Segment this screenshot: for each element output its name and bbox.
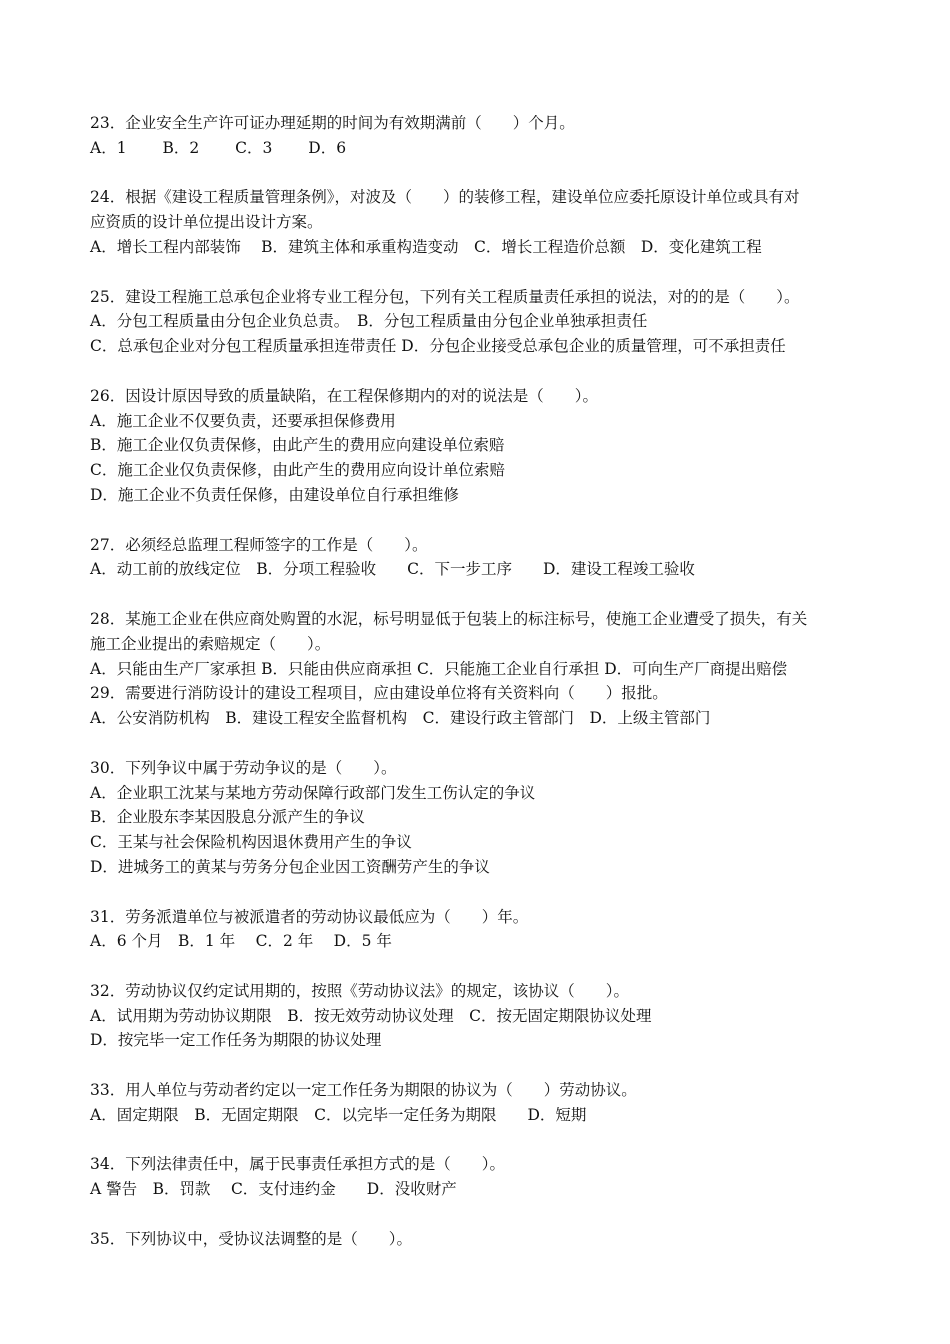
question-34	[90, 1152, 870, 1202]
question-option: B．企业股东李某因股息分派产生的争议	[90, 808, 365, 827]
question-35	[90, 1227, 870, 1252]
question-text: 23．企业安全生产许可证办理延期的时间为有效期满前（ ）个月。	[90, 114, 575, 132]
question-text: 29．需要进行消防设计的建设工程项目，应由建设单位将有关资料向（ ）报批。	[90, 684, 668, 703]
question-option: D．按完毕一定工作任务为期限的协议处理	[90, 1031, 382, 1050]
question-options: A．6 个月 B．1 年 C．2 年 D．5 年	[90, 932, 392, 951]
question-24	[90, 185, 870, 259]
question-30	[90, 756, 870, 880]
question-option: A．施工企业不仅要负责，还要承担保修费用	[90, 411, 396, 430]
question-options: A．增长工程内部装饰 B．建筑主体和承重构造变动 C．增长工程造价总额 D．变化建筑工程	[90, 237, 762, 256]
question-text: 34．下列法律责任中，属于民事责任承担方式的是（ ）。	[90, 1155, 505, 1174]
question-text: 30．下列争议中属于劳动争议的是（ ）。	[90, 758, 397, 777]
question-option: C．王某与社会保险机构因退休费用产生的争议	[90, 833, 412, 852]
question-text: 35．下列协议中，受协议法调整的是（ ）。	[90, 1229, 412, 1248]
question-text: 24．根据《建设工程质量管理条例》，对波及（ ）的装修工程，建设单位应委托原设计单位或具有对	[90, 188, 800, 207]
question-text: 25．建设工程施工总承包企业将专业工程分包，下列有关工程质量责任承担的说法，对的的是（ ）。	[90, 287, 800, 306]
question-text: 26．因设计原因导致的质量缺陷，在工程保修期内的对的说法是（ ）。	[90, 386, 598, 405]
question-options: A．只能由生产厂家承担 B．只能由供应商承担 C．只能施工企业自行承担 D．可向生产厂商提出赔偿	[90, 659, 788, 678]
question-23	[90, 111, 870, 161]
question-text: 27．必须经总监理工程师签字的工作是（ ）。	[90, 535, 428, 554]
question-33	[90, 1078, 870, 1128]
question-29	[90, 681, 870, 731]
question-options: A 警告 B．罚款 C．支付违约金 D．没收财产	[90, 1180, 457, 1199]
question-text: 33．用人单位与劳动者约定以一定工作任务为期限的协议为（ ）劳动协议。	[90, 1081, 637, 1100]
question-text: 28．某施工企业在供应商处购置的水泥，标号明显低于包装上的标注标号，使施工企业遭受了损失，有关	[90, 609, 808, 628]
question-options: A．分包工程质量由分包企业负总责。 B．分包工程质量由分包企业单独承担责任	[90, 312, 648, 331]
question-options: A．1 B．2 C．3 D．6	[90, 138, 347, 157]
question-options: A．公安消防机构 B．建设工程安全监督机构 C．建设行政主管部门 D．上级主管部门	[90, 709, 711, 728]
question-options: A．动工前的放线定位 B．分项工程验收 C．下一步工序 D．建设工程竣工验收	[90, 560, 695, 579]
question-text: 应资质的设计单位提出设计方案。	[90, 213, 323, 232]
question-31	[90, 905, 870, 955]
question-text: 施工企业提出的索赔规定（ ）。	[90, 634, 331, 653]
question-options: A．固定期限 B．无固定期限 C．以完毕一定任务为期限 D．短期	[90, 1105, 587, 1124]
question-28	[90, 607, 870, 681]
question-25	[90, 285, 870, 359]
document-page	[90, 111, 870, 1252]
question-options: A．试用期为劳动协议期限 B．按无效劳动协议处理 C．按无固定期限协议处理	[90, 1006, 652, 1025]
question-text: 32．劳动协议仅约定试用期的，按照《劳动协议法》的规定，该协议（ ）。	[90, 981, 629, 1000]
question-option: A．企业职工沈某与某地方劳动保障行政部门发生工伤认定的争议	[90, 783, 536, 802]
question-32	[90, 979, 870, 1053]
question-options: C．总承包企业对分包工程质量承担连带责任 D．分包企业接受总承包企业的质量管理，可不承担责任	[90, 337, 786, 356]
question-option: D．施工企业不负责任保修，由建设单位自行承担维修	[90, 485, 459, 504]
question-26	[90, 384, 870, 508]
question-27	[90, 533, 870, 583]
question-option: D．进城务工的黄某与劳务分包企业因工资酬劳产生的争议	[90, 857, 490, 876]
question-option: C．施工企业仅负责保修，由此产生的费用应向设计单位索赔	[90, 461, 505, 480]
question-option: B．施工企业仅负责保修，由此产生的费用应向建设单位索赔	[90, 436, 505, 455]
question-text: 31．劳务派遣单位与被派遣者的劳动协议最低应为（ ）年。	[90, 907, 529, 926]
